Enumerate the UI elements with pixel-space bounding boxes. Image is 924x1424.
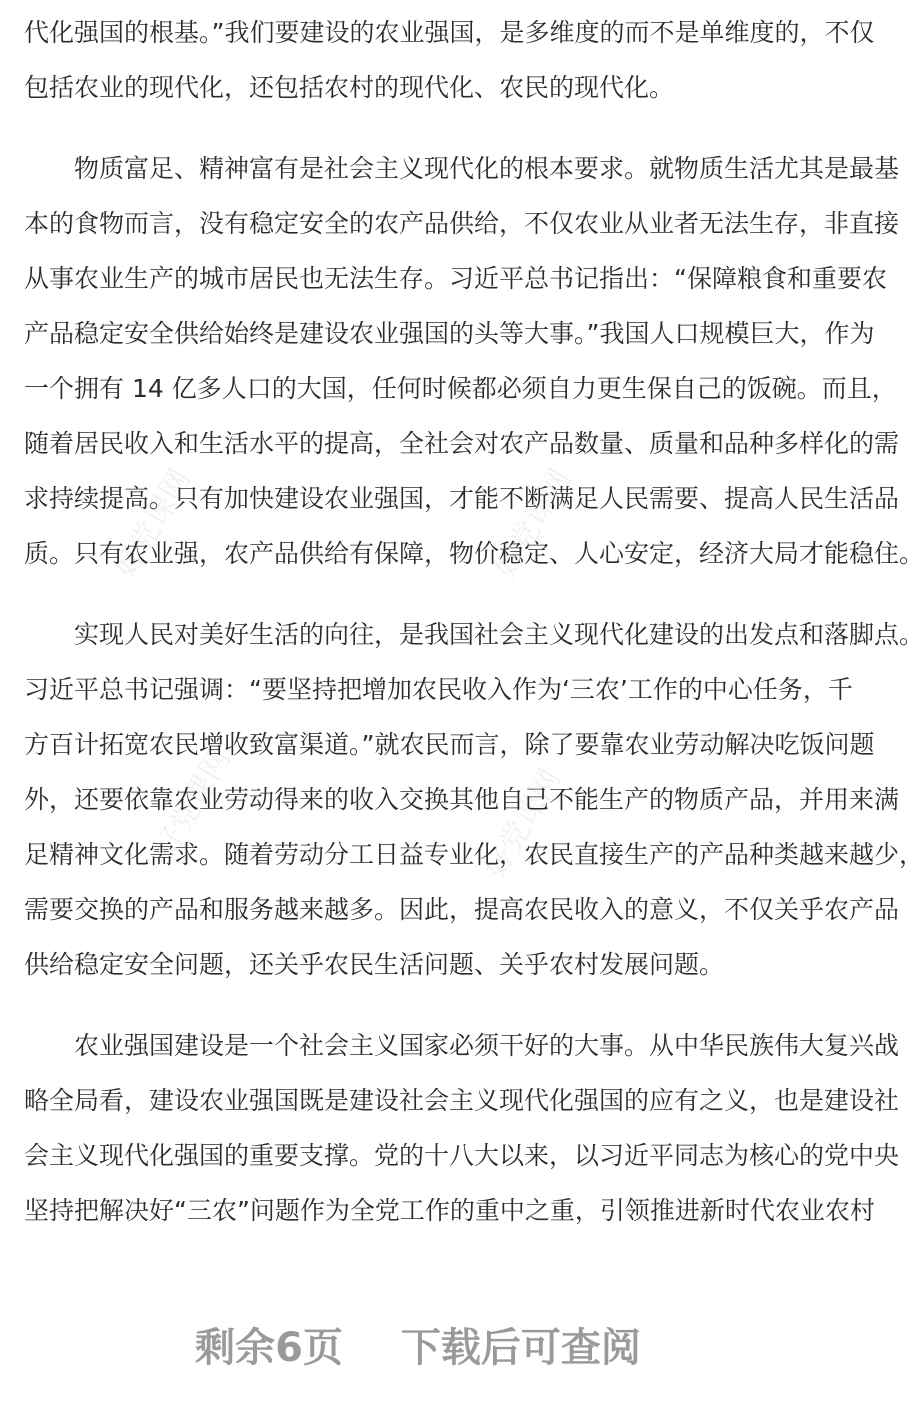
text-line: 略全局看，建设农业强国既是建设社会主义现代化强国的应有之义，也是建设社 (24, 1086, 900, 1115)
text-line: 产品稳定安全供给始终是建设农业强国的头等大事。”我国人口规模巨大，作为 (24, 319, 875, 348)
text-line: 实现人民对美好生活的向往，是我国社会主义现代化建设的出发点和落脚点。 (74, 620, 924, 649)
text-line: 本的食物而言，没有稳定安全的农产品供给，不仅农业从业者无法生存，非直接 (24, 209, 900, 238)
watermark: 好党课网 (477, 763, 569, 885)
text-line: 一个拥有 14 亿多人口的大国，任何时候都必须自力更生保自己的饭碗。而且， (24, 374, 897, 403)
download-prompt[interactable] (0, 1320, 800, 1376)
text-line: 求持续提高。只有加快建设农业强国，才能不断满足人民需要、提高人民生活品 (24, 484, 900, 513)
watermark: 好党课网 (487, 463, 579, 585)
text-line: 农业强国建设是一个社会主义国家必须干好的大事。从中华民族伟大复兴战 (74, 1031, 900, 1060)
text-line: 习近平总书记强调：“要坚持把增加农民收入作为‘三农’工作的中心任务，千 (24, 675, 853, 704)
text-line: 外，还要依靠农业劳动得来的收入交换其他自己不能生产的物质产品，并用来满 (24, 785, 900, 814)
download-to-view-label[interactable]: 下载后可查阅 (400, 1325, 641, 1371)
text-line: 会主义现代化强国的重要支撑。党的十八大以来，以习近平同志为核心的党中央 (24, 1141, 900, 1170)
text-line: 随着居民收入和生活水平的提高，全社会对农产品数量、质量和品种多样化的需 (24, 429, 900, 458)
text-line: 供给稳定安全问题，还关乎农民生活问题、关乎农村发展问题。 (24, 950, 725, 979)
paragraph (24, 141, 924, 581)
text-line: 需要交换的产品和服务越来越多。因此，提高农民收入的意义，不仅关乎农产品 (24, 895, 900, 924)
text-line: 方百计拓宽农民增收致富渠道。”就农民而言，除了要靠农业劳动解决吃饭问题 (24, 730, 875, 759)
watermark: 好党课网 (107, 463, 199, 585)
paragraph (24, 607, 924, 992)
text-line: 足精神文化需求。随着劳动分工日益专业化，农民直接生产的产品种类越来越少， (24, 840, 924, 869)
paragraph (24, 5, 875, 115)
remaining-pages-label[interactable]: 剩余6页 (195, 1325, 343, 1371)
watermark: 好党课网 (147, 743, 239, 865)
text-line: 质。只有农业强，农产品供给有保障，物价稳定、人心安定，经济大局才能稳住。 (24, 539, 924, 568)
text-line: 代化强国的根基。”我们要建设的农业强国，是多维度的而不是单维度的，不仅 (24, 18, 875, 47)
text-line: 物质富足、精神富有是社会主义现代化的根本要求。就物质生活尤其是最基 (74, 154, 900, 183)
text-line: 包括农业的现代化，还包括农村的现代化、农民的现代化。 (24, 73, 675, 102)
paragraph (24, 1018, 900, 1238)
document-body (24, 5, 924, 1264)
text-line: 从事农业生产的城市居民也无法生存。习近平总书记指出：“保障粮食和重要农 (24, 264, 887, 293)
text-line: 坚持把解决好“三农”问题作为全党工作的重中之重，引领推进新时代农业农村 (24, 1196, 875, 1225)
